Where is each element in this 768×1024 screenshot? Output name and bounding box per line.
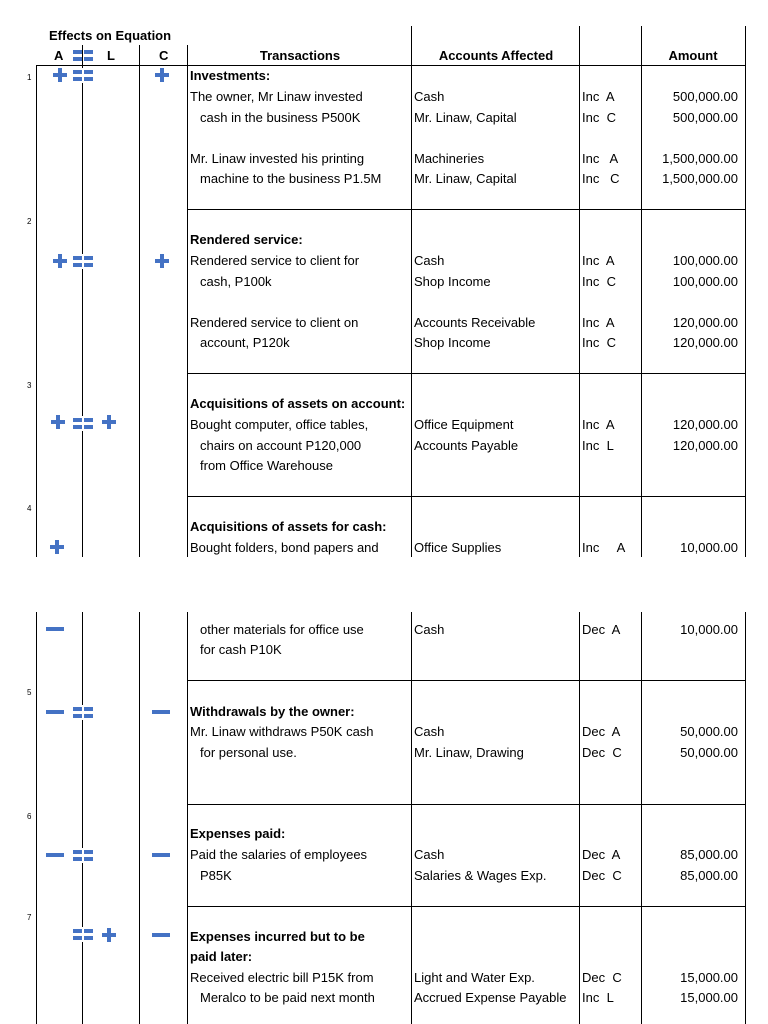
amount: 1,500,000.00 — [662, 171, 738, 186]
col-line — [36, 66, 37, 557]
row-number: 4 — [27, 504, 32, 513]
amount: 120,000.00 — [672, 335, 738, 350]
account-name: Mr. Linaw, Drawing — [414, 745, 524, 760]
account-name: Accounts Payable — [414, 438, 519, 453]
equals-icon — [73, 68, 93, 83]
amount: 15,000.00 — [680, 970, 738, 985]
amount: 1,500,000.00 — [662, 151, 738, 166]
transaction-text: other materials for office use — [200, 622, 364, 637]
transaction-heading: Acquisitions of assets on account: — [190, 396, 406, 411]
account-name: Office Supplies — [414, 540, 502, 555]
account-name: Cash — [414, 622, 445, 637]
transaction-text: Bought folders, bond papers and — [190, 540, 379, 555]
account-name: Shop Income — [414, 335, 491, 350]
effect-code: Inc C — [582, 110, 616, 125]
equals-icon — [73, 927, 93, 942]
row-line — [187, 804, 746, 805]
col-line — [82, 612, 83, 1024]
effect-code: Dec A — [582, 847, 621, 862]
transaction-text: account, P120k — [200, 335, 290, 350]
minus-icon — [152, 852, 170, 858]
transactions-header: Transactions — [259, 48, 341, 63]
minus-icon — [46, 709, 64, 715]
account-name: Machineries — [414, 151, 485, 166]
amount: 85,000.00 — [680, 847, 738, 862]
minus-icon — [152, 709, 170, 715]
effects-on-equation-header: Effects on Equation — [49, 28, 172, 43]
transaction-text: P85K — [200, 868, 232, 883]
effect-code: Inc L — [582, 990, 614, 1005]
col-line — [139, 612, 140, 1024]
account-name: Salaries & Wages Exp. — [414, 868, 547, 883]
effect-code: Inc A — [582, 253, 615, 268]
amount: 85,000.00 — [680, 868, 738, 883]
plus-icon — [102, 928, 116, 942]
row-number: 7 — [27, 913, 32, 922]
transaction-text: Paid the salaries of employees — [190, 847, 368, 862]
plus-icon — [50, 540, 64, 554]
account-name: Office Equipment — [414, 417, 514, 432]
col-a-header: A — [54, 48, 64, 63]
account-name: Mr. Linaw, Capital — [414, 171, 517, 186]
effect-code: Inc A — [582, 151, 619, 166]
col-line — [187, 45, 188, 557]
amount: 120,000.00 — [672, 417, 738, 432]
amount: 50,000.00 — [680, 745, 738, 760]
amount: 500,000.00 — [672, 89, 738, 104]
effect-code: Inc C — [582, 335, 616, 350]
effect-code: Inc C — [582, 274, 616, 289]
amount: 15,000.00 — [680, 990, 738, 1005]
effect-code: Dec C — [582, 868, 622, 883]
effect-code: Inc A — [582, 417, 615, 432]
row-number: 2 — [27, 217, 32, 226]
transaction-text: chairs on account P120,000 — [200, 438, 362, 453]
transaction-text: cash in the business P500K — [200, 110, 361, 125]
row-line — [187, 373, 746, 374]
transaction-text: Meralco to be paid next month — [200, 990, 375, 1005]
col-line — [411, 612, 412, 1024]
col-line — [745, 612, 746, 1024]
account-name: Cash — [414, 89, 445, 104]
row-line — [187, 680, 746, 681]
equals-icon — [73, 705, 93, 720]
minus-icon — [46, 852, 64, 858]
transaction-heading: Expenses paid: — [190, 826, 286, 841]
transaction-heading: Expenses incurred but to be — [190, 929, 365, 944]
transaction-text: Rendered service to client for — [190, 253, 360, 268]
effect-code: Inc A — [582, 540, 626, 555]
amount: 100,000.00 — [672, 274, 738, 289]
transaction-text: The owner, Mr Linaw invested — [190, 89, 363, 104]
transaction-text: machine to the business P1.5M — [200, 171, 382, 186]
account-name: Accounts Receivable — [414, 315, 536, 330]
col-line — [641, 26, 642, 557]
col-line — [411, 26, 412, 557]
transaction-text: Bought computer, office tables, — [190, 417, 369, 432]
col-line — [187, 612, 188, 1024]
effect-code: Inc L — [582, 438, 614, 453]
transaction-heading: Acquisitions of assets for cash: — [190, 519, 387, 534]
transaction-text: cash, P100k — [200, 274, 272, 289]
col-line — [36, 612, 37, 1024]
account-name: Cash — [414, 724, 445, 739]
amount: 500,000.00 — [672, 110, 738, 125]
transaction-text: Mr. Linaw withdraws P50K cash — [190, 724, 374, 739]
transaction-text: for personal use. — [200, 745, 297, 760]
account-name: Mr. Linaw, Capital — [414, 110, 517, 125]
plus-icon — [53, 68, 67, 82]
effect-code: Dec C — [582, 970, 622, 985]
effect-code: Dec A — [582, 724, 621, 739]
amount: 50,000.00 — [680, 724, 738, 739]
col-line — [579, 26, 580, 557]
effect-code: Inc A — [582, 89, 615, 104]
transaction-heading: Withdrawals by the owner: — [190, 704, 355, 719]
minus-icon — [46, 626, 64, 632]
row-line — [187, 496, 746, 497]
transaction-text: Received electric bill P15K from — [190, 970, 374, 985]
amount: 100,000.00 — [672, 253, 738, 268]
equals-icon — [73, 416, 93, 431]
account-name: Light and Water Exp. — [414, 970, 535, 985]
effect-code: Dec C — [582, 745, 622, 760]
transaction-heading: Investments: — [190, 68, 271, 83]
plus-icon — [102, 415, 116, 429]
effect-code: Inc A — [582, 315, 615, 330]
transaction-heading: paid later: — [190, 949, 253, 964]
transaction-text: from Office Warehouse — [200, 458, 333, 473]
effect-code: Dec A — [582, 622, 621, 637]
transaction-text: Mr. Linaw invested his printing — [190, 151, 365, 166]
equals-icon — [73, 254, 93, 269]
account-name: Cash — [414, 847, 445, 862]
col-c-header: C — [159, 48, 169, 63]
amount-header: Amount — [668, 48, 718, 63]
amount: 10,000.00 — [680, 540, 738, 555]
col-line — [641, 612, 642, 1024]
effect-code: Inc C — [582, 171, 620, 186]
amount: 120,000.00 — [672, 315, 738, 330]
col-l-header: L — [107, 48, 115, 63]
row-line — [187, 906, 746, 907]
account-name: Shop Income — [414, 274, 491, 289]
plus-icon — [155, 68, 169, 82]
row-number: 3 — [27, 381, 32, 390]
col-line — [139, 45, 140, 557]
plus-icon — [51, 415, 65, 429]
row-number: 1 — [27, 73, 32, 82]
amount: 10,000.00 — [680, 622, 738, 637]
col-line — [82, 45, 83, 557]
col-line — [579, 612, 580, 1024]
plus-icon — [155, 254, 169, 268]
row-line — [36, 65, 746, 66]
transaction-text: for cash P10K — [200, 642, 282, 657]
account-name: Accrued Expense Payable — [414, 990, 567, 1005]
equals-icon — [73, 848, 93, 863]
col-line — [745, 26, 746, 557]
row-number: 6 — [27, 812, 32, 821]
row-number: 5 — [27, 688, 32, 697]
account-name: Cash — [414, 253, 445, 268]
amount: 120,000.00 — [672, 438, 738, 453]
row-line — [187, 209, 746, 210]
accounts-header: Accounts Affected — [438, 48, 554, 63]
equals-icon — [73, 48, 93, 63]
transaction-text: Rendered service to client on — [190, 315, 359, 330]
minus-icon — [152, 932, 170, 938]
plus-icon — [53, 254, 67, 268]
transaction-heading: Rendered service: — [190, 232, 303, 247]
